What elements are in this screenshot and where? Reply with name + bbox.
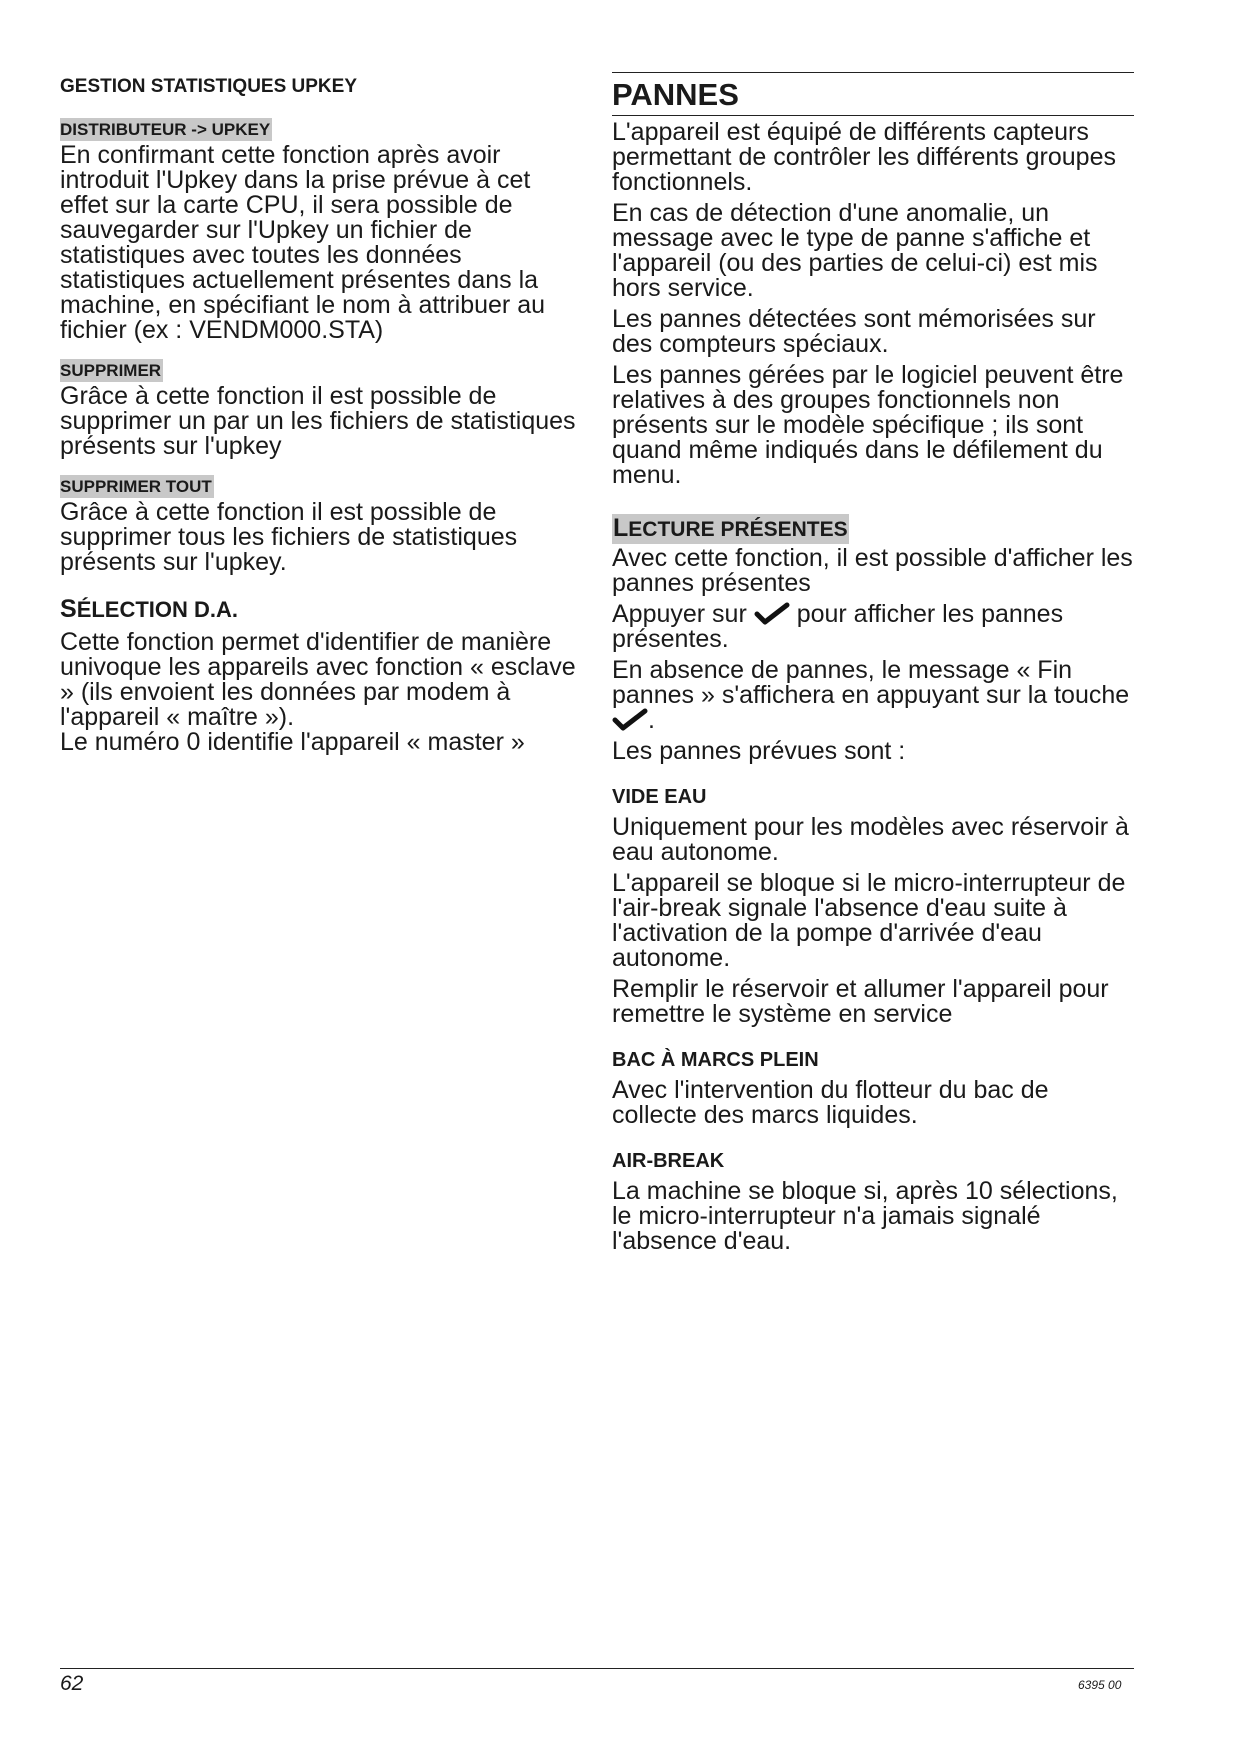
pannes-intro-2: En cas de détection d'une anomalie, un message avec le type de panne s'affiche et l'appareil (ou des parties de celui-ci) est mis hors service. bbox=[612, 199, 1098, 302]
right-column bbox=[612, 68, 1134, 1260]
page-number: 62 bbox=[60, 1672, 84, 1695]
heading-bac-marcs: BAC À MARCS PLEIN bbox=[612, 1049, 819, 1071]
document-reference: 6395 00 bbox=[1078, 1678, 1122, 1692]
text-lecture-4: Les pannes prévues sont : bbox=[612, 737, 906, 765]
text-bac-marcs: Avec l'intervention du flotteur du bac de collecte des marcs liquides. bbox=[612, 1076, 1049, 1129]
pannes-intro-1: L'appareil est équipé de différents capteurs permettant de contrôler les différents groupes fonctionnels. bbox=[612, 118, 1116, 196]
text-lecture-1: Avec cette fonction, il est possible d'afficher les pannes présentes bbox=[612, 544, 1133, 597]
footer-divider bbox=[60, 1668, 1134, 1669]
text-lecture-3: En absence de pannes, le message « Fin pannes » s'affichera en appuyant sur la touche . bbox=[612, 656, 1130, 734]
heading-vide-eau: VIDE EAU bbox=[612, 786, 707, 808]
text-vide-eau-3: Remplir le réservoir et allumer l'appareil pour remettre le système en service bbox=[612, 975, 1109, 1028]
heading-selection-da: SÉLECTION D.A. bbox=[60, 595, 239, 623]
text-selection-da-1: Cette fonction permet d'identifier de manière univoque les appareils avec fonction « esclave » (ils envoient les données par modem à l'appareil « maître »). bbox=[60, 628, 576, 731]
text-vide-eau-1: Uniquement pour les modèles avec réservoir à eau autonome. bbox=[612, 813, 1129, 866]
pannes-intro-3: Les pannes détectées sont mémorisées sur des compteurs spéciaux. bbox=[612, 305, 1096, 358]
pannes-intro-4: Les pannes gérées par le logiciel peuvent être relatives à des groupes fonctionnels non présents sur le modèle spécifique ; ils sont quand même indiqués dans le défilement du menu. bbox=[612, 361, 1124, 489]
text-selection-da-2: Le numéro 0 identifie l'appareil « master » bbox=[60, 728, 525, 756]
text-lecture-2: Appuyer sur pour afficher les pannes présentes. bbox=[612, 600, 1064, 653]
text-supprimer: Grâce à cette fonction il est possible de supprimer un par un les fichiers de statistiques présents sur l'upkey bbox=[60, 382, 576, 460]
label-supprimer-tout: SUPPRIMER TOUT bbox=[60, 477, 212, 496]
checkmark-icon bbox=[754, 602, 790, 626]
text-air-break: La machine se bloque si, après 10 sélections, le micro-interrupteur n'a jamais signalé l'absence d'eau. bbox=[612, 1177, 1118, 1255]
text-vide-eau-2: L'appareil se bloque si le micro-interrupteur de l'air-break signale l'absence d'eau suite à l'activation de la pompe d'arrivée d'eau autonome. bbox=[612, 869, 1126, 972]
checkmark-icon bbox=[612, 708, 648, 732]
section-title-upkey: GESTION STATISTIQUES UPKEY bbox=[60, 76, 357, 97]
heading-pannes: PANNES bbox=[612, 72, 1134, 116]
heading-air-break: AIR-BREAK bbox=[612, 1150, 725, 1172]
text-distributeur-upkey: En confirmant cette fonction après avoir introduit l'Upkey dans la prise prévue à cet effet sur la carte CPU, il sera possible de sauvegarder sur l'Upkey un fichier de statistiques avec toutes les données statistiques actuellement présentes dans la machine, en spécifiant le nom à attribuer au fichier (ex : VENDM000.STA) bbox=[60, 141, 545, 344]
text-supprimer-tout: Grâce à cette fonction il est possible de supprimer tous les fichiers de statistiques présents sur l'upkey. bbox=[60, 498, 518, 576]
left-column bbox=[60, 68, 580, 761]
label-lecture-presentes: LECTURE PRÉSENTES bbox=[613, 514, 848, 542]
label-distributeur-upkey: DISTRIBUTEUR -> UPKEY bbox=[60, 120, 271, 139]
label-supprimer: SUPPRIMER bbox=[60, 361, 162, 380]
